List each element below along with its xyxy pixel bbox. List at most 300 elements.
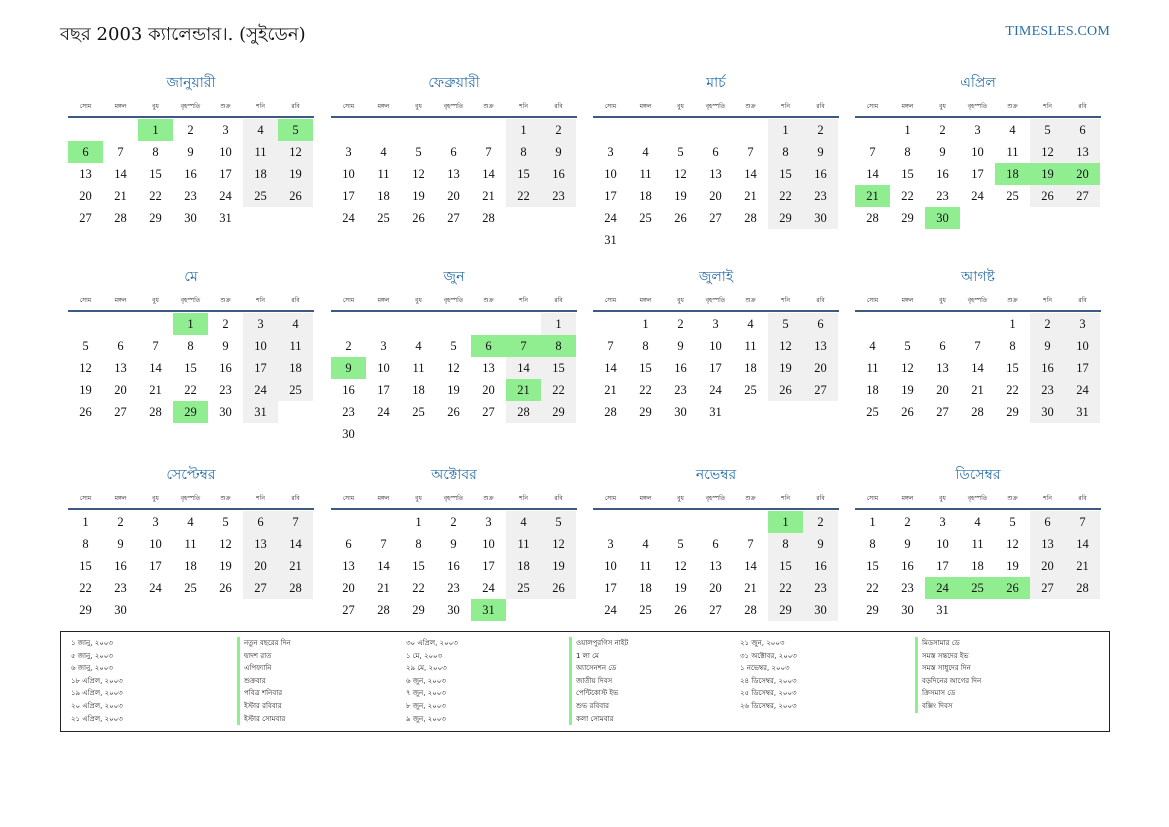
day-cell: 3	[380, 339, 387, 353]
empty-cell	[331, 119, 366, 141]
day-cell: 20	[447, 189, 460, 203]
weekday-label: বৃহস্পতি	[967, 297, 988, 304]
weekday-label: সোম	[866, 103, 879, 110]
day-cell: 30	[803, 207, 838, 229]
day-cell: 28	[971, 405, 984, 419]
week-row	[331, 599, 577, 621]
empty-cell	[173, 599, 208, 621]
empty-cell	[243, 599, 278, 621]
weekday-label: শনি	[256, 103, 265, 110]
week-row	[331, 577, 577, 599]
day-cell: 3	[222, 123, 229, 137]
day-cell: 30	[184, 211, 197, 225]
day-cell: 5	[677, 537, 684, 551]
holiday-list	[60, 631, 1110, 732]
day-cell: 18	[243, 163, 278, 185]
day-cell: 24	[709, 383, 722, 397]
weekday-label: মঙ্গল	[114, 495, 127, 502]
day-cell: 12	[1030, 141, 1065, 163]
week-row	[68, 141, 314, 163]
month-block	[593, 70, 839, 251]
weekday-label: শুক্র	[745, 495, 756, 502]
day-cell: 14	[149, 361, 162, 375]
weekday-label: মঙ্গল	[377, 495, 390, 502]
weekday-label: রবি	[554, 297, 563, 304]
holiday-name: ইস্টার রবিবার	[237, 700, 291, 713]
holiday-name: বড়দিনের আগের দিন	[915, 675, 981, 688]
day-cell: 26	[412, 211, 425, 225]
day-cell: 3	[939, 515, 946, 529]
holiday-date: ২৯ মে, ২০০৩	[406, 664, 447, 673]
day-cell: 7	[747, 145, 754, 159]
site-link[interactable]: TIMESLES.COM	[1005, 24, 1110, 39]
day-cell: 25	[960, 577, 995, 599]
holiday-date: ২১ এপ্রিল, ২০০৩	[71, 714, 123, 723]
day-cell: 26	[901, 405, 914, 419]
day-cell: 22	[541, 379, 576, 401]
day-cell: 25	[639, 603, 652, 617]
day-cell: 27	[342, 603, 355, 617]
holiday-date: ২৫ ডিসেম্বর, ২০০৩	[740, 689, 797, 698]
day-cell: 26	[674, 603, 687, 617]
weekday-header	[68, 294, 314, 307]
day-cell: 22	[79, 581, 92, 595]
month-name: মার্চ	[706, 75, 726, 91]
day-cell: 25	[377, 211, 390, 225]
holiday-name: ওয়ালপুরগিস নাইট	[569, 637, 628, 650]
day-cell: 2	[1030, 313, 1065, 335]
day-cell: 11	[278, 335, 313, 357]
day-cell: 28	[604, 405, 617, 419]
day-cell: 8	[82, 537, 89, 551]
day-cell: 8	[642, 339, 649, 353]
day-cell: 8	[541, 335, 576, 357]
day-cell: 9	[904, 537, 911, 551]
weekday-label: বৃহস্পতি	[705, 103, 726, 110]
weekday-label: বুধ	[677, 103, 684, 110]
header-rule	[331, 310, 577, 312]
weekday-label: শনি	[519, 495, 528, 502]
day-cell: 30	[674, 405, 687, 419]
weekday-label: বৃহস্পতি	[443, 495, 464, 502]
day-cell: 22	[184, 383, 197, 397]
day-cell: 18	[866, 383, 879, 397]
day-cell: 13	[447, 167, 460, 181]
day-cell: 15	[184, 361, 197, 375]
day-cell: 12	[901, 361, 914, 375]
holiday-name: 1 লা মে	[569, 650, 628, 663]
day-cell: 28	[744, 603, 757, 617]
holiday-name: জাতীয় দিবস	[569, 675, 628, 688]
day-cell: 23	[1030, 379, 1065, 401]
day-cell: 29	[541, 401, 576, 423]
month-name: মে	[184, 269, 198, 285]
day-cell: 15	[1006, 361, 1019, 375]
day-cell: 29	[866, 603, 879, 617]
day-cell: 30	[1030, 401, 1065, 423]
day-cell: 5	[278, 119, 313, 141]
day-cell: 3	[974, 123, 981, 137]
week-row	[855, 401, 1101, 423]
empty-cell	[278, 599, 313, 621]
week-row	[331, 163, 577, 185]
weekday-label: মঙ্গল	[377, 103, 390, 110]
page-title: বছর 2003 ক্যালেন্ডার।. (সুইডেন)	[60, 24, 306, 45]
day-cell: 19	[901, 383, 914, 397]
day-cell: 11	[744, 339, 757, 353]
day-cell: 3	[243, 313, 278, 335]
day-cell: 1	[82, 515, 89, 529]
day-cell: 7	[380, 537, 387, 551]
empty-cell	[628, 119, 663, 141]
day-cell: 19	[674, 581, 687, 595]
weekday-label: বুধ	[415, 495, 422, 502]
empty-cell	[138, 599, 173, 621]
day-cell: 28	[1065, 577, 1100, 599]
empty-cell	[506, 313, 541, 335]
day-cell: 12	[278, 141, 313, 163]
holiday-date-column	[406, 637, 458, 725]
day-cell: 17	[604, 581, 617, 595]
weekday-label: শনি	[1043, 495, 1052, 502]
day-cell: 12	[1006, 537, 1019, 551]
month-block	[331, 462, 577, 621]
day-cell: 22	[901, 189, 914, 203]
header-rule	[331, 116, 577, 118]
weekday-label: শুক্র	[1007, 103, 1018, 110]
day-cell: 13	[342, 559, 355, 573]
week-row	[593, 533, 839, 555]
day-cell: 6	[939, 339, 946, 353]
week-row	[331, 207, 577, 229]
week-row	[593, 511, 839, 533]
day-cell: 20	[709, 581, 722, 595]
day-cell: 18	[744, 361, 757, 375]
empty-cell	[138, 313, 173, 335]
empty-cell	[401, 423, 436, 445]
week-row	[855, 577, 1101, 599]
day-cell: 15	[901, 167, 914, 181]
day-cell: 9	[1030, 335, 1065, 357]
week-row	[68, 313, 314, 335]
week-row	[855, 335, 1101, 357]
day-cell: 28	[114, 211, 127, 225]
day-cell: 19	[447, 383, 460, 397]
month-block	[593, 264, 839, 423]
empty-cell	[471, 313, 506, 335]
day-cell: 25	[866, 405, 879, 419]
week-row	[68, 119, 314, 141]
day-cell: 6	[243, 511, 278, 533]
day-cell: 10	[243, 335, 278, 357]
day-cell: 28	[278, 577, 313, 599]
week-row	[68, 335, 314, 357]
day-cell: 27	[243, 577, 278, 599]
day-cell: 6	[1065, 119, 1100, 141]
empty-cell	[471, 119, 506, 141]
week-row	[855, 163, 1101, 185]
day-cell: 19	[1006, 559, 1019, 573]
day-cell: 5	[768, 313, 803, 335]
day-cell: 3	[345, 145, 352, 159]
weekday-label: শনি	[1043, 297, 1052, 304]
day-cell: 26	[768, 379, 803, 401]
day-cell: 19	[541, 555, 576, 577]
empty-cell	[541, 207, 576, 229]
day-cell: 9	[331, 357, 366, 379]
header-rule	[68, 310, 314, 312]
week-row	[593, 555, 839, 577]
holiday-name-column	[915, 637, 981, 713]
weekday-header	[855, 100, 1101, 113]
month-block	[331, 264, 577, 445]
day-cell: 6	[450, 145, 457, 159]
week-row	[855, 379, 1101, 401]
day-cell: 1	[415, 515, 422, 529]
day-cell: 24	[604, 211, 617, 225]
empty-cell	[995, 207, 1030, 229]
weekday-label: সোম	[79, 103, 92, 110]
empty-cell	[663, 229, 698, 251]
empty-cell	[208, 599, 243, 621]
day-cell: 18	[971, 559, 984, 573]
day-cell: 21	[971, 383, 984, 397]
day-cell: 10	[149, 537, 162, 551]
empty-cell	[1030, 207, 1065, 229]
month-name: সেপ্টেম্বর	[166, 467, 216, 483]
empty-cell	[68, 313, 103, 335]
day-cell: 26	[1030, 185, 1065, 207]
month-name: অক্টোবর	[431, 467, 477, 483]
day-cell: 13	[936, 361, 949, 375]
day-cell: 15	[866, 559, 879, 573]
header-rule	[68, 116, 314, 118]
empty-cell	[506, 599, 541, 621]
day-cell: 10	[604, 167, 617, 181]
day-cell: 1	[541, 313, 576, 335]
weekday-label: বৃহস্পতি	[967, 103, 988, 110]
day-cell: 29	[173, 401, 208, 423]
weekday-label: বুধ	[152, 495, 159, 502]
day-cell: 21	[114, 189, 127, 203]
holiday-date: ৭ জুন, ২০০৩	[406, 689, 446, 698]
day-cell: 25	[243, 185, 278, 207]
day-cell: 16	[219, 361, 232, 375]
day-cell: 2	[345, 339, 352, 353]
day-cell: 31	[1065, 401, 1100, 423]
day-cell: 6	[68, 141, 103, 163]
holiday-date: ১ মে, ২০০৩	[406, 651, 443, 660]
day-cell: 7	[117, 145, 124, 159]
week-row	[331, 119, 577, 141]
week-row	[68, 511, 314, 533]
day-cell: 18	[639, 189, 652, 203]
day-cell: 28	[744, 211, 757, 225]
weekday-label: সোম	[79, 297, 92, 304]
empty-cell	[1065, 599, 1100, 621]
week-row	[593, 599, 839, 621]
holiday-date-column	[71, 637, 123, 725]
day-cell: 4	[278, 313, 313, 335]
empty-cell	[960, 313, 995, 335]
day-cell: 27	[114, 405, 127, 419]
day-cell: 16	[342, 383, 355, 397]
holiday-name: ক্রিসমাস ডে	[915, 687, 981, 700]
month-block	[593, 462, 839, 621]
day-cell: 11	[1006, 145, 1019, 159]
empty-cell	[103, 119, 138, 141]
day-cell: 2	[677, 317, 684, 331]
header-rule	[855, 508, 1101, 510]
holiday-date: ১ নভেম্বর, ২০০৩	[740, 664, 790, 673]
header-rule	[593, 116, 839, 118]
day-cell: 13	[803, 335, 838, 357]
empty-cell	[366, 119, 401, 141]
day-cell: 21	[482, 189, 495, 203]
day-cell: 7	[869, 145, 876, 159]
day-cell: 10	[482, 537, 495, 551]
day-cell: 1	[904, 123, 911, 137]
empty-cell	[278, 401, 313, 423]
day-cell: 8	[506, 141, 541, 163]
day-cell: 6	[345, 537, 352, 551]
day-cell: 29	[639, 405, 652, 419]
day-cell: 14	[482, 167, 495, 181]
day-cell: 5	[222, 515, 229, 529]
week-row	[855, 533, 1101, 555]
day-cell: 20	[936, 383, 949, 397]
weekday-label: শনি	[519, 103, 528, 110]
week-row	[593, 357, 839, 379]
weekday-label: শনি	[519, 297, 528, 304]
day-cell: 24	[243, 379, 278, 401]
weekday-header	[855, 492, 1101, 505]
day-cell: 8	[415, 537, 422, 551]
day-cell: 8	[187, 339, 194, 353]
weekday-label: বৃহস্পতি	[180, 495, 201, 502]
day-cell: 4	[642, 145, 649, 159]
holiday-name: এপিফ্যানি	[237, 662, 291, 675]
header-rule	[593, 508, 839, 510]
day-cell: 20	[114, 383, 127, 397]
holiday-date: ২৬ ডিসেম্বর, ২০০৩	[740, 701, 797, 710]
week-row	[68, 379, 314, 401]
day-cell: 24	[482, 581, 495, 595]
day-cell: 27	[803, 379, 838, 401]
header-rule	[68, 508, 314, 510]
day-cell: 9	[939, 145, 946, 159]
weekday-label: শুক্র	[483, 103, 494, 110]
weekday-header	[593, 294, 839, 307]
day-cell: 17	[377, 383, 390, 397]
day-cell: 25	[278, 379, 313, 401]
day-cell: 27	[709, 603, 722, 617]
day-cell: 28	[506, 401, 541, 423]
empty-cell	[103, 313, 138, 335]
empty-cell	[698, 511, 733, 533]
weekday-label: মঙ্গল	[114, 297, 127, 304]
weekday-header	[331, 100, 577, 113]
day-cell: 13	[1065, 141, 1100, 163]
month-name: ডিসেম্বর	[955, 467, 1001, 483]
weekday-label: রবি	[291, 103, 300, 110]
day-cell: 17	[709, 361, 722, 375]
day-cell: 26	[541, 577, 576, 599]
empty-cell	[960, 599, 995, 621]
day-cell: 9	[187, 145, 194, 159]
day-cell: 19	[768, 357, 803, 379]
day-cell: 22	[506, 185, 541, 207]
weekday-label: রবি	[816, 103, 825, 110]
empty-cell	[436, 423, 471, 445]
day-cell: 23	[936, 189, 949, 203]
week-row	[68, 401, 314, 423]
empty-cell	[243, 207, 278, 229]
holiday-name: শুক্রবার	[237, 675, 291, 688]
day-cell: 4	[243, 119, 278, 141]
weekday-label: রবি	[816, 297, 825, 304]
weekday-label: শুক্র	[745, 297, 756, 304]
empty-cell	[593, 313, 628, 335]
day-cell: 8	[768, 141, 803, 163]
day-cell: 3	[607, 145, 614, 159]
week-row	[331, 141, 577, 163]
header-rule	[855, 116, 1101, 118]
day-cell: 5	[450, 339, 457, 353]
day-cell: 20	[482, 383, 495, 397]
day-cell: 8	[869, 537, 876, 551]
day-cell: 31	[471, 599, 506, 621]
day-cell: 18	[412, 383, 425, 397]
weekday-label: রবি	[291, 495, 300, 502]
weekday-label: বৃহস্পতি	[705, 495, 726, 502]
holiday-date: ১৮ এপ্রিল, ২০০৩	[71, 676, 123, 685]
day-cell: 4	[187, 515, 194, 529]
week-row	[855, 141, 1101, 163]
empty-cell	[628, 511, 663, 533]
weekday-label: মঙ্গল	[901, 297, 914, 304]
day-cell: 27	[447, 211, 460, 225]
day-cell: 11	[639, 559, 652, 573]
day-cell: 24	[342, 211, 355, 225]
month-name: এপ্রিল	[960, 75, 996, 91]
weekday-label: সোম	[866, 297, 879, 304]
empty-cell	[436, 119, 471, 141]
day-cell: 6	[1030, 511, 1065, 533]
empty-cell	[68, 119, 103, 141]
holiday-name: পেন্টিকোস্ট ইভ	[569, 687, 628, 700]
day-cell: 16	[1030, 357, 1065, 379]
day-cell: 11	[971, 537, 984, 551]
day-cell: 9	[803, 533, 838, 555]
weekday-label: শুক্র	[483, 297, 494, 304]
day-cell: 22	[768, 577, 803, 599]
day-cell: 27	[936, 405, 949, 419]
empty-cell	[366, 423, 401, 445]
week-row	[331, 379, 577, 401]
empty-cell	[593, 119, 628, 141]
day-cell: 4	[506, 511, 541, 533]
day-cell: 16	[936, 167, 949, 181]
day-cell: 2	[904, 515, 911, 529]
month-name: জুলাই	[698, 269, 734, 285]
empty-cell	[331, 511, 366, 533]
weekday-label: শনি	[781, 297, 790, 304]
day-cell: 16	[541, 163, 576, 185]
day-cell: 3	[607, 537, 614, 551]
week-row	[331, 335, 577, 357]
day-cell: 14	[866, 167, 879, 181]
